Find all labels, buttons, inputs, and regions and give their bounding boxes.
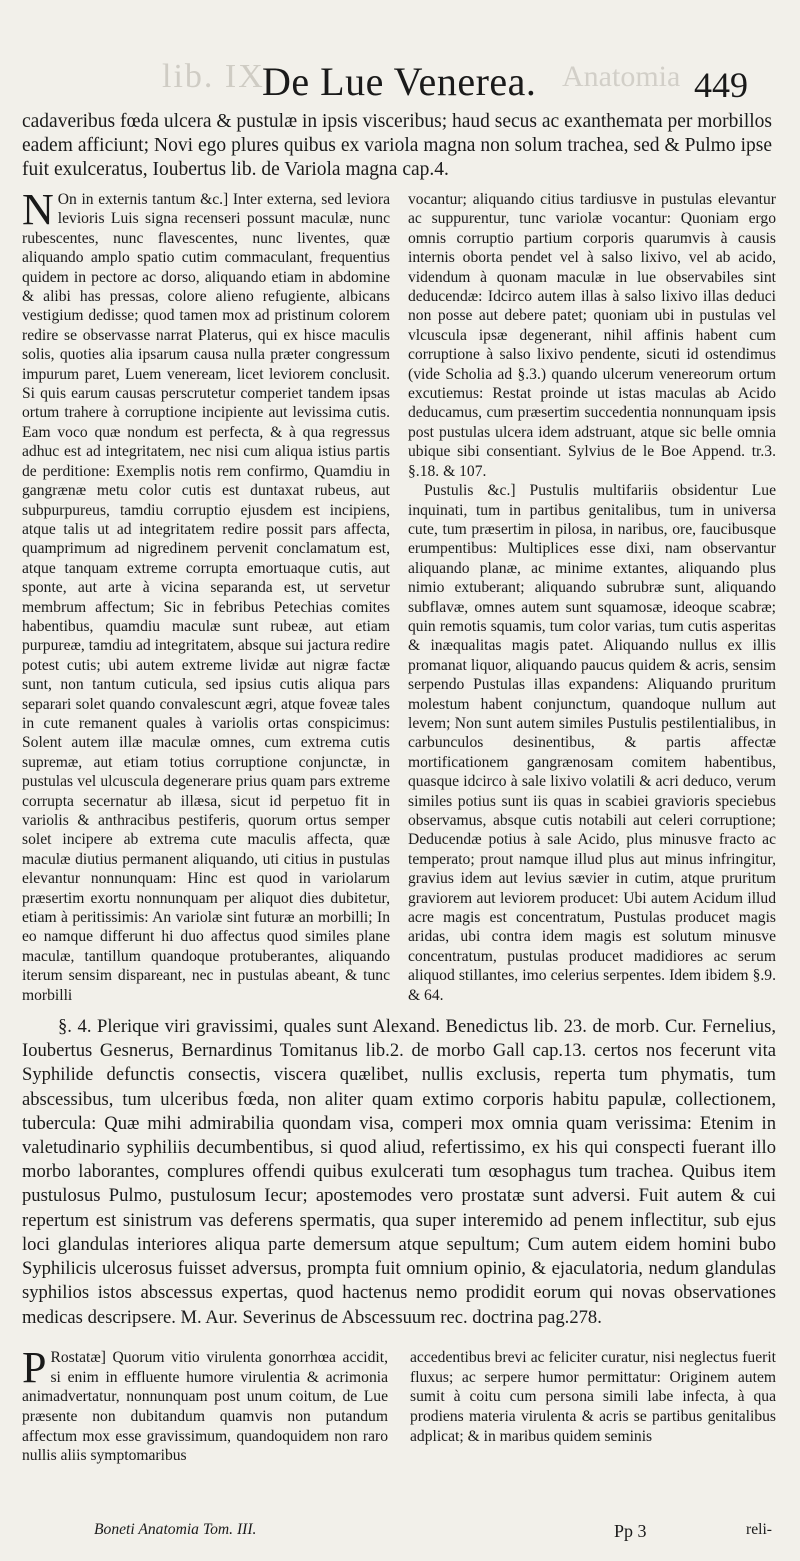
- page-title: De Lue Venerea.: [262, 59, 537, 104]
- page-footer: [94, 1521, 772, 1547]
- intro-paragraph: cadaveribus fœda ulcera & pustulæ in ipsis visceribus; haud secus ac exanthemata per morbillos eadem afficiunt; Novi ego plures quibus ex variola magna non solum trachea, sed & Pulmo ipse fuit exulceratus, Ioubertus lib. de Variola magna cap.4.: [22, 111, 772, 180]
- left-column-paragraph: [22, 185, 390, 1005]
- bottom-left-column: [22, 1343, 388, 1466]
- bleed-through-text-left: lib. IX: [162, 58, 265, 95]
- catchword: reli-: [746, 1521, 772, 1538]
- section-4-paragraph: §. 4. Plerique viri gravissimi, quales sunt Alexand. Benedictus lib. 23. de morb. Cur. Fernelius, Ioubertus Gesnerus, Bernardinus Tomitanus lib.2. de morbo Gall cap.13. certos nos fecerunt vita Syphilide defunctis consectis, viscera quælibet, nullis exclusis, reperta tum phymatis, tum abscessibus, tum ulceribus fœda, non aliter quam extimo corporis habitu papulæ, collectionem, tubercula: Quæ mihi admirabilia quondam visa, comperi mox omnia quam verissima: Etenim in valetudinario syphiliis decumbentibus, si quod aliud, refertissimo, ex his qui conspecti fuerant illo morbo laborantes, complures offendi quibus exulcerati tum œsophagus tum trachea. Quibus item pustulosus Pulmo, pustulosum Iecur; apostemodes vero prostatæ sunt adversi. Fuit autem & cui repertum est sinistrum vas deferens spermatis, qua super interemido ad penem inflectitur, sub ejus loci glandulas interiores aliqua parte demersum atque sepultum; Cum autem eidem homini bubo Syphilicis ulcerosus fuisset adversus, prompta fuit omnium opinio, & ejaculatoria, nedum glandulas syphilios istos abscessus expertas, quod hactenus nemo prodidit eorum qui novas observationes medicas descripsere. M. Aur. Severinus de Abscessuum rec. doctrina pag.278.: [22, 1016, 776, 1328]
- drop-cap-p: P: [22, 1343, 47, 1393]
- right-column: [408, 190, 776, 1005]
- bottom-right-column: accedentibus brevi ac feliciter curatur, nisi neglectus fuerit fluxus; ac serpere humor permittatur: Originem autem sumit à coitu cum persona simili labe infecta, à qua prodiens materia virulenta & acris se partibus genitalibus adplicat; & in maribus quidem seminis: [410, 1349, 776, 1445]
- drop-cap: N: [22, 185, 54, 234]
- bleed-through-text-right: Anatomia: [562, 60, 681, 93]
- right-column-paragraph-1: vocantur; aliquando citius tardiusve in pustulas elevantur ac suppurentur, tunc variolæ vocantur: Quoniam ergo omnis corruptio partium corporis quarumvis à causis internis oborta pendet vel à salso lixivo, vel ab acido, videndum à quonam maculæ in lue observabiles sint deducendæ: Idcirco autem illas à salso lixivo illas deduci non posse aut debere patet; quoniam ubi in pustulas vel vlcuscula ipsæ degenerant, nihil affinis habent cum corruptione à salso lixivo pendente, sicuti id ostendimus (vide Scholia ad §.3.) quando ulcerum venereorum ortum excutiemus: Restat proinde ut istas maculas ab Acido deducamus, cum præsertim succedentia nonnunquam ipsis post pustulas ulcera idem adstruant, atque sic belle omnia ubique sibi consentiant. Sylvius de le Boe Append. tr.3. §.18. & 107.: [408, 191, 776, 480]
- page-number: 449: [694, 65, 748, 105]
- bottom-two-column: [22, 1343, 776, 1466]
- signature-mark: Pp 3: [614, 1521, 647, 1541]
- right-column-paragraph-2: Pustulis &c.] Pustulis multifariis obsidentur Lue inquinati, tum in partibus genitalibus, tum in universa cute, tum præsertim in pilosa, in naribus, ore, faucibusque erumpentibus: Multiplices esse dixi, nam observantur aliquando planæ, ac minime extantes, aliquando plus nimio extuberant; aliquando subrubræ sunt, aliquando subflavæ, omnes autem sunt squamosæ, ideoque scabræ; quin remotis squamis, tum color varias, tum cutis asperitas & inæqualitas magis patet. Aliquando nullus ex illis promanat liquor, aliquando paucus quidem & acris, sensim serpendo Pustulas illas expandens: Aliquando pruritum molestum habent conjunctum, quandoque nullum aut levem; Non sunt autem similes Pustulis pestilentialibus, in carbunculos desinentibus, & partis affectæ mortificationem gangrænosam comitem habentibus, quasque idcirco à sale lixivo volatili & acri deduco, verum similes potius sunt iis quas in scabiei gravioris speciebus observamus, absque cutis notabili aut celeri corruptione; Deducendæ potius à sale Acido, plus minusve fracto ac temperato; prout namque illud plus aut minus infringitur, gravius idem aut levius sævier in cutim, atque pruritum graviorem aut leviorem producet: Ubi autem Acidum illud acre magis est concentratum, Pustulas producet magis aridas, ubi contra idem magis est solutum minusve concentratum, pustulas producet madidiores ac serum aliquod stillantes, imo celerius serpentes. Idem ibidem §.9. & 64.: [408, 482, 776, 1004]
- left-column: [22, 185, 390, 1005]
- page-header: [22, 0, 776, 110]
- left-column-text: On in externis tantum &c.] Inter externa, sed leviora levioris Luis signa recenseri possunt maculæ, nunc rubescentes, nunc flavescentes, nunc liventes, quæ aliquando amplo spatio cutim commaculant, frequentius quidem in pectore ac dorso, aliquando etiam in abdomine & alibi has pressas, colore alieno refugiente, albicans vestigium dedisse; quod tamen mox ad pristinum colorem redire se observasse narrat Platerus, qui ex hisce maculis solis, quoties alia ipsarum causa nulla præter congressum impurum paret, Luem veneream, licet leviorem conclusit. Si quis earum causas perscrutetur comperiet tandem ipsas ortum trahere à corruptione incipiente aut levissima cutis. Eam voco quæ nondum est perfecta, & à qua regressus adhuc est ad integritatem, nec nisi cum aliqua istius partis de perditione: Exemplis notis rem confirmo, Quamdiu in gangrænæ metu color cutis est duntaxat rubeus, aut subpurpureus, tamdiu corruptio ejusdem est incipiens, atque talis ut ad integritatem redire possit pars affecta, quamprimum ad nigredinem pervenit conclamatum est, atque tanquam extreme corrupta emortuaque cutis, aut sponte, aut arte à vicina separanda est, ut servetur membrum affectum; Sic in febribus Petechias comites habentibus, quamdiu maculæ sunt rubeæ, aut etiam purpureæ, tamdiu ad integritatem, absque sui jactura redire potest cutis; ubi autem extreme lividæ aut nigræ factæ sunt, non tantum cuticula, sed ipsius cutis aliqua pars separari solet quando convalescunt ægri, atque foveæ tales in cute remanent quales à variolis ortas conspicimus: Solent autem illæ maculæ omnes, cum extrema cutis supremæ, aut etiam totius corruptione conjunctæ, in pustulas vel ulcuscula degenerare prius quam pars extreme corrupta secernatur ab illæsa, sicut id perpetuo fit in variolis & anthracibus pestiferis, quorum ortus semper solet incipere ab extrema cute maculis affecta, quæ maculæ diutius permanent aliquando, uti citius in pustulas elevantur nonnunquam: Hinc est quod in variolarum præsertim exortu nonnunquam per aliquot dies dubitetur, etiam à peritissimis: An variolæ sint futuræ an morbilli; In eo namque differunt hi duo affectus quod similes plane maculæ, tantillum quandoque protuberantes, aliquando iterum sensim dispareant, nec in pustulas abeant, & tunc morbilli: [22, 191, 390, 1004]
- bottom-left-text: Rostatæ] Quorum vitio virulenta gonorrhœa accidit, si enim in effluente humore virulentia & acrimonia animadvertatur, nonnunquam post unum coitum, de Lue præsente non dubitandum quamvis non putandum affectum mox esse gravissimum, quandoquidem non raro nullis aliis symptomaribus: [22, 1349, 388, 1465]
- running-footer-title: Boneti Anatomia Tom. III.: [94, 1521, 257, 1538]
- two-column-commentary: [22, 185, 776, 1005]
